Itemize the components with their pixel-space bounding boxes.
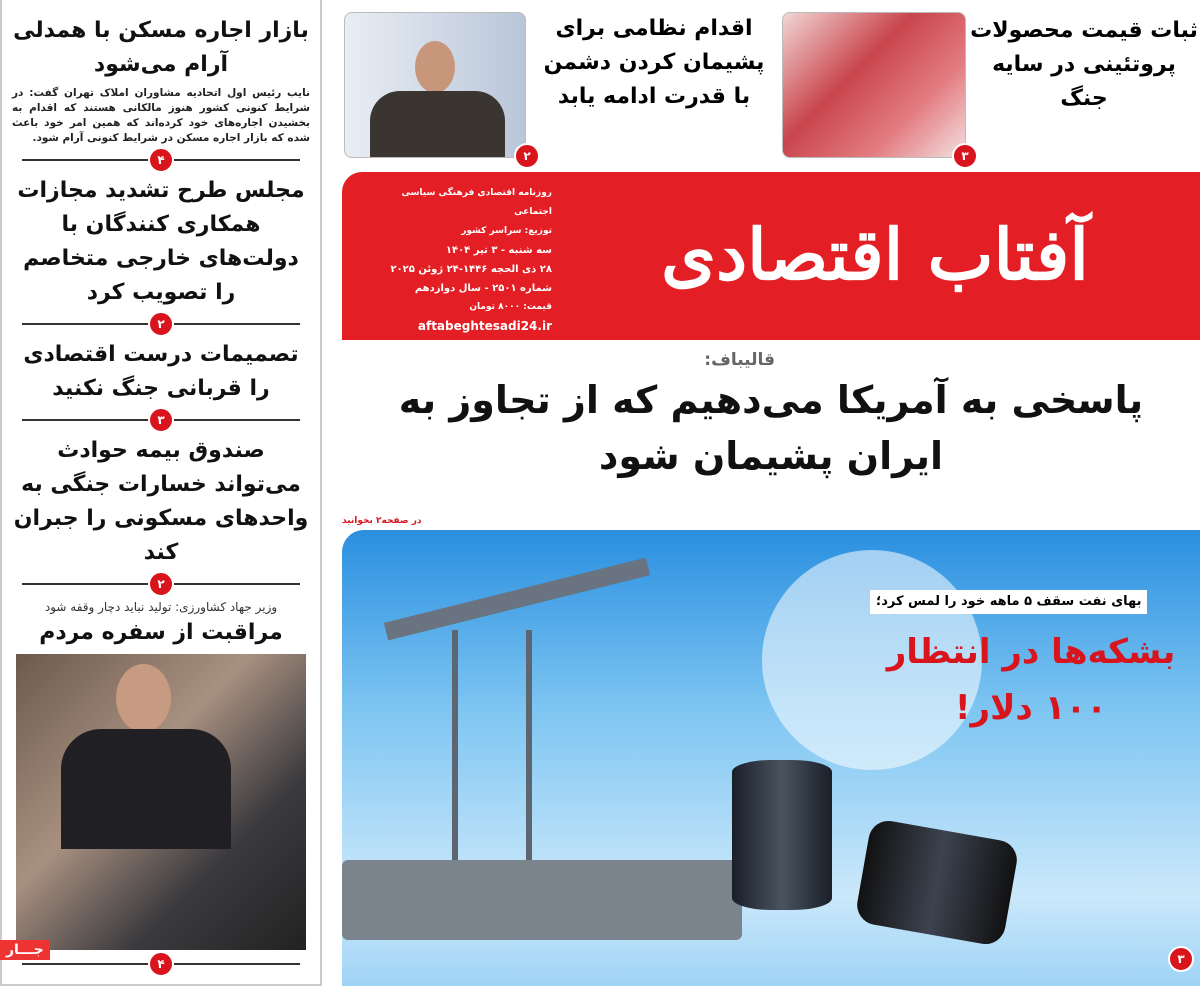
story-title[interactable]: صندوق بیمه حوادث می‌تواند خسارات جنگی به واحدهای مسکونی را جبران کند (13, 438, 309, 565)
official-photo (344, 12, 526, 158)
info-line: سه شنبه - ۳ تیر ۱۴۰۴ (445, 245, 552, 256)
top-story-title[interactable]: اقدام نظامی برای پشیمان کردن دشمن با قدرت ادامه یابد (543, 16, 765, 109)
website-link[interactable]: aftabeghtesadi24.ir (417, 319, 552, 333)
top-story-title[interactable]: ثبات قیمت محصولات پروتئینی در سایه جنگ (970, 18, 1198, 111)
lead-story (342, 348, 1200, 528)
story-title[interactable]: مراقبت از سفره مردم (39, 620, 283, 645)
page-badge: ۳ (148, 407, 174, 433)
left-column (0, 0, 322, 986)
pump-beam (384, 558, 650, 641)
page-badge: ۴ (148, 147, 174, 173)
feature-title[interactable] (870, 624, 1192, 736)
page-badge: ۲ (514, 143, 540, 169)
pump-base (342, 860, 742, 940)
story-title[interactable]: مجلس طرح تشدید مجازات همکاری کنندگان با دولت‌های خارجی متخاصم را تصویب کرد (17, 178, 305, 305)
info-line: شماره ۲۵۰۱ - سال دوازدهم (414, 283, 552, 294)
divider (12, 406, 310, 434)
feature-title-line: ۱۰۰ دلار! (955, 688, 1107, 728)
story-title[interactable]: تصمیمات درست اقتصادی را قربانی جنگ نکنید (23, 342, 299, 401)
story-kicker: وزیر جهاد کشاورزی: تولید نباید دچار وقفه شود (44, 600, 278, 614)
feature-kicker: بهای نفت سقف ۵ ماهه خود را لمس کرد؛ (870, 590, 1147, 614)
info-line: توزیع: سراسر کشور (461, 226, 552, 236)
continue-note: در صفحه۲ بخوانید (342, 516, 422, 526)
feature-story (870, 590, 1192, 736)
info-line: ۲۸ ذی الحجه ۱۴۴۶-۲۴ ژوئن ۲۰۲۵ (390, 264, 552, 275)
page-badge: ۲ (148, 571, 174, 597)
oil-barrel (854, 818, 1020, 947)
page-badge: ۳ (1168, 946, 1194, 972)
watermark: جـــار (0, 940, 50, 960)
story-body: نایب رئیس اول اتحادیه مشاوران املاک تهران گفت: در شرایط کنونی کشور هنوز مالکانی هستند که اقدام به بخشیدن اجاره‌های خود کرده‌اند که همین امر خود باعث شده که بازار اجاره مسکن در شرایط کنونی آرام شود. (12, 87, 310, 144)
lead-headline[interactable]: پاسخی به آمریکا می‌دهیم که از تجاوز به ایران پشیمان شود (398, 378, 1144, 478)
story-title[interactable]: بازار اجاره مسکن با همدلی آرام می‌شود (13, 18, 309, 77)
page-badge: ۲ (148, 311, 174, 337)
newspaper-logo: آفتاب اقتصادی (661, 213, 1089, 296)
page-badge: ۴ (148, 951, 174, 977)
feature-title-line: بشکه‌ها در انتظار (886, 632, 1176, 672)
lead-kicker: قالیباف: (704, 350, 775, 370)
info-line: قیمت: ۸۰۰۰ تومان (469, 302, 552, 312)
divider (12, 146, 310, 174)
masthead-info (362, 184, 552, 336)
page-badge: ۳ (952, 143, 978, 169)
minister-photo (16, 654, 306, 950)
divider (12, 950, 310, 978)
divider (12, 310, 310, 338)
meat-photo (782, 12, 966, 158)
info-line: روزنامه اقتصادی فرهنگی سیاسی اجتماعی (401, 188, 552, 217)
divider (12, 570, 310, 598)
oil-barrel (732, 760, 832, 910)
pump-tower (452, 630, 532, 870)
